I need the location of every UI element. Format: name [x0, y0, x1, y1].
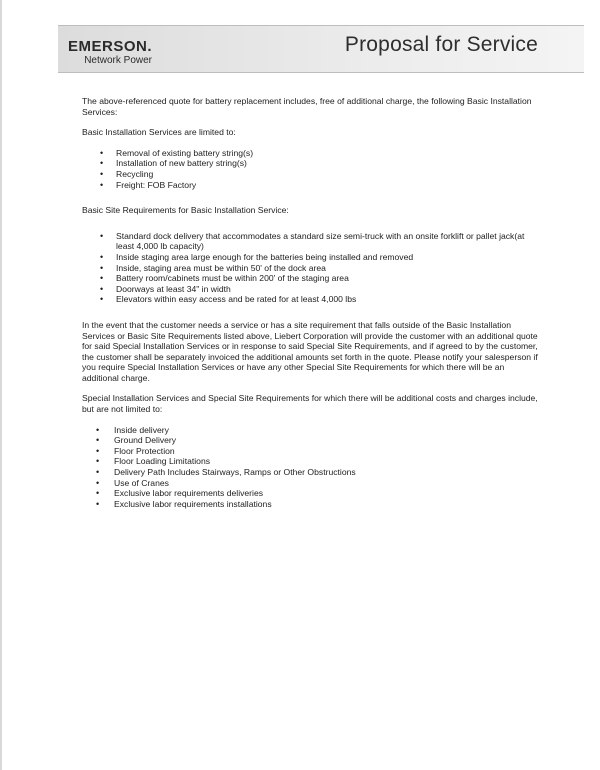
list-item: • Removal of existing battery string(s) [82, 148, 540, 159]
site-requirements-list [82, 231, 540, 305]
document-body [82, 96, 540, 509]
list-item: • Inside delivery [82, 425, 540, 436]
list-item: • Delivery Path Includes Stairways, Ramps or Other Obstructions [82, 467, 540, 478]
list-item: • Floor Protection [82, 446, 540, 457]
list-item: • Exclusive labor requirements deliveries [82, 488, 540, 499]
scan-edge [0, 0, 2, 770]
event-paragraph: In the event that the customer needs a service or has a site requirement that falls outside of the Basic Installation Services or Basic Site Requirements listed above, Liebert Corporation will provide the customer with an additional quote for said Special Installation Services or in response to said Special Site Requirements, and if agreed to by the customer, the customer shall be separately invoiced the additional amounts set forth in the quote. Please notify your salesperson if you require Special Installation Services or have any other Special Site Requirements for which there will be an additional charge. [82, 319, 538, 383]
site-requirements-heading: Basic Site Requirements for Basic Installation Service: [82, 205, 289, 216]
list-item: • Exclusive labor requirements installations [82, 499, 540, 510]
list-item: • Freight: FOB Factory [82, 180, 540, 191]
list-item: • Battery room/cabinets must be within 200' of the staging area [82, 273, 540, 284]
company-logo [68, 40, 152, 67]
basic-services-list [82, 148, 540, 190]
special-heading: Special Installation Services and Special Site Requirements for which there will be additional costs and charges include, but are not limited to: [82, 393, 538, 415]
special-list [82, 425, 540, 510]
logo-subtitle: Network Power [84, 55, 153, 66]
list-item: • Doorways at least 34" in width [82, 284, 540, 295]
logo-wordmark: EMERSON. [68, 38, 153, 55]
list-item: • Recycling [82, 169, 540, 180]
document-title: Proposal for Service [344, 33, 538, 56]
list-item: • Installation of new battery string(s) [82, 158, 540, 169]
list-item: • Floor Loading Limitations [82, 456, 540, 467]
list-item: • Ground Delivery [82, 435, 540, 446]
intro-paragraph: The above-referenced quote for battery replacement includes, free of additional charge, the following Basic Installation Services: [82, 96, 532, 117]
list-item: • Standard dock delivery that accommodates a standard size semi-truck with an onsite forklift or pallet jack(at least 4,000 lb capacity) [82, 231, 540, 252]
list-item: • Elevators within easy access and be rated for at least 4,000 lbs [82, 294, 540, 305]
list-item: • Inside, staging area must be within 50' of the dock area [82, 263, 540, 274]
basic-services-heading: Basic Installation Services are limited to: [82, 127, 236, 138]
list-item: • Use of Cranes [82, 478, 540, 489]
list-item: • Inside staging area large enough for the batteries being installed and removed [82, 252, 540, 263]
